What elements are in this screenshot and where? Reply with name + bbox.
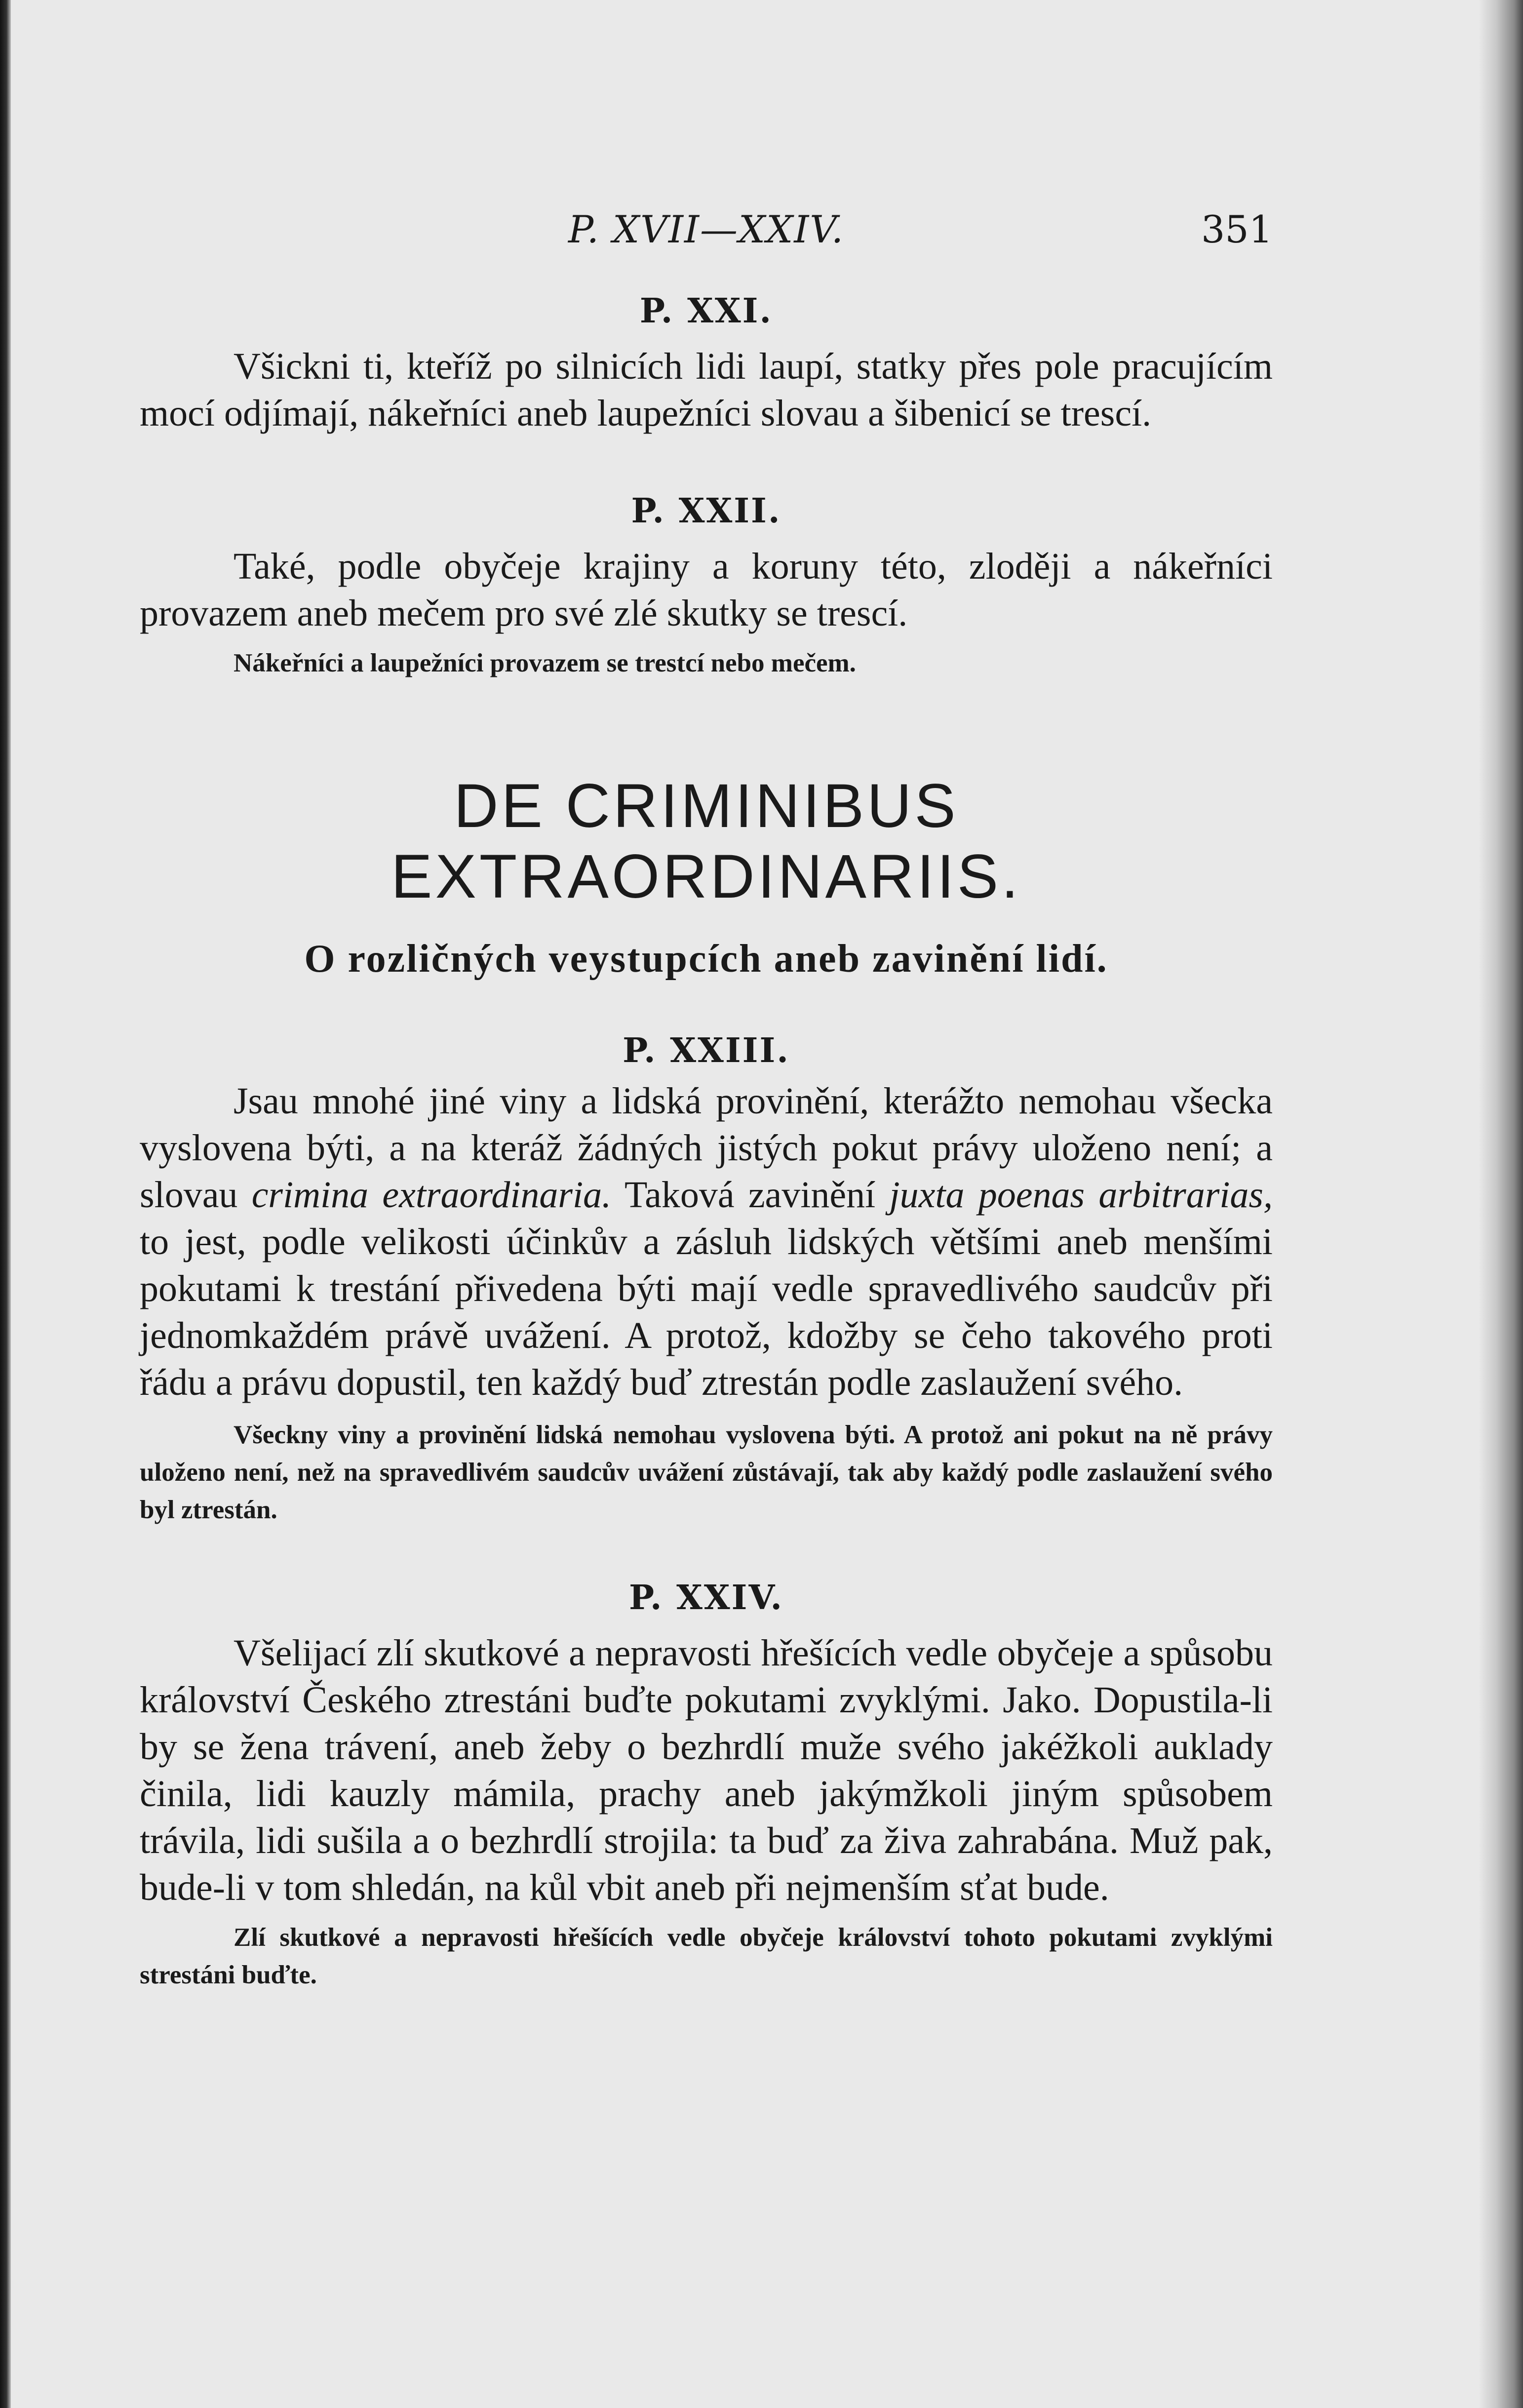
section-body-xxiii: [140, 1078, 1273, 1406]
body-text-span: to jest, podle velikosti účinkův a zásluh lidských většími aneb menšími pokutami k trestání přivedena býti mají vedle spravedlivého saudcův při jednomkaždém právě uvážení. A protož, kdožby se čeho takového proti řádu a právu dopustil, ten každý buď ztrestán podle zaslaužení svého.: [140, 1221, 1273, 1403]
latin-term: crimina extraordinaria.: [251, 1174, 612, 1216]
section-note-xxiii: Všeckny viny a provinění lidská nemohau vyslovena býti. A protož ani pokut na ně právy uloženo není, než na spravedlivém saudcův uvážení zůstávají, tak aby každý podle zaslaužení svého byl ztrestán.: [140, 1421, 1273, 1524]
page-header: [140, 207, 1273, 262]
section-note-xxiv: Zlí skutkové a nepravosti hřešících vedle obyčeje království tohoto pokutami zvyklými strestáni buďte.: [140, 1923, 1273, 1989]
section-body-xxii: Také, podle obyčeje krajiny a koruny této, zloději a nákeřníci provazem aneb mečem pro své zlé skutky se trescí.: [140, 546, 1273, 634]
scan-right-edge: [1479, 0, 1523, 2408]
section-heading-xxi: P. XXI.: [639, 291, 773, 331]
section-note-xxii: Nákeřníci a laupežníci provazem se trestcí nebo mečem.: [234, 649, 856, 677]
latin-term: juxta poenas arbitrarias,: [889, 1174, 1273, 1216]
chapter-title: DE CRIMINIBUS EXTRAORDINARIIS.: [391, 772, 1021, 911]
section-heading-xxii: P. XXII.: [631, 491, 781, 531]
section-heading-xxiv: P. XXIV.: [628, 1578, 784, 1618]
running-head: P. XVII—XXIV.: [568, 207, 845, 251]
section-body-xxi: Všickni ti, kteříž po silnicích lidi laupí, statky přes pole pracujícím mocí odjímají, nákeřníci aneb laupežníci slovau a šibenicí se trescí.: [140, 346, 1273, 434]
body-text-span: Taková zavinění: [611, 1174, 890, 1216]
page-number: 351: [1201, 207, 1273, 251]
section-body-xxiv: Všelijací zlí skutkové a nepravosti hřešících vedle obyčeje a spůsobu království Českého ztrestáni buďte pokutami zvyklými. Jako. Dopustila-li by se žena trávení, aneb žeby o bezhrdlí muže svého jakéžkoli auklady činila, lidi kauzly mámila, prachy aneb jakýmžkoli jiným spůsobem trávila, lidi sušila a o bezhrdlí strojila: ta buď za živa zahrabána. Muž pak, bude-li v tom shledán, na kůl vbit aneb při nejmenším sťat bude.: [140, 1632, 1273, 1908]
body-text-span: Jsau mnohé jiné viny a lidská provinění, kterážto nemohau všecka vyslovena býti, a na kteráž žádných jistých pokut právy uloženo není; a slovau: [140, 1080, 1273, 1216]
book-page: [140, 207, 1273, 1994]
section-heading-xxiii: P. XXIII.: [623, 1031, 790, 1070]
chapter-subtitle: O rozličných veystupcích aneb zavinění lidí.: [304, 937, 1108, 981]
scan-left-edge: [0, 0, 11, 2408]
